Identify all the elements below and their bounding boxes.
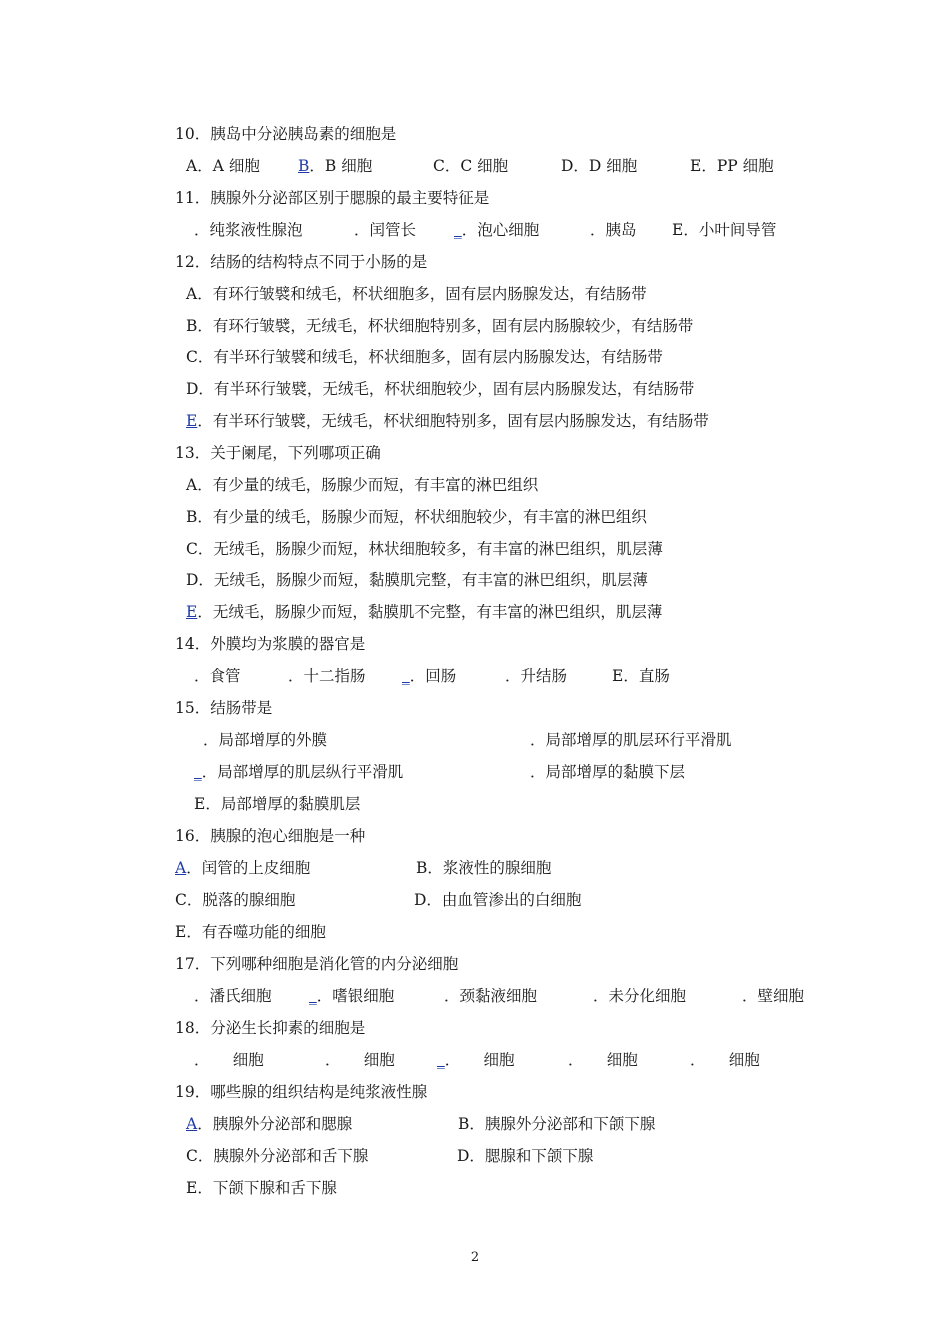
q13-option-e: E．无绒毛，肠腺少而短，黏膜肌不完整，有丰富的淋巴组织，肌层薄 bbox=[186, 603, 663, 621]
q12-option-e: E．有半环行皱襞，无绒毛，杯状细胞特别多，固有层内肠腺发达，有结肠带 bbox=[186, 412, 709, 430]
q16-option-b: B．浆液性的腺细胞 bbox=[416, 859, 552, 877]
q18-option-c: _． 细胞 bbox=[437, 1051, 515, 1069]
q10-option-e: E．PP 细胞 bbox=[690, 157, 774, 175]
q11-option-e: E．小叶间导管 bbox=[672, 221, 777, 239]
q15-option-d: ．局部增厚的黏膜下层 bbox=[530, 763, 686, 781]
question-17-stem: 17．下列哪种细胞是消化管的内分泌细胞 bbox=[175, 955, 459, 973]
q17-option-e: ．壁细胞 bbox=[742, 987, 805, 1005]
q18-option-b: ． 细胞 bbox=[325, 1051, 395, 1069]
q12-option-d: D．有半环行皱襞，无绒毛，杯状细胞较少，固有层内肠腺发达，有结肠带 bbox=[186, 380, 695, 398]
q15-option-e: E．局部增厚的黏膜肌层 bbox=[194, 795, 361, 813]
question-11-stem: 11．胰腺外分泌部区别于腮腺的最主要特征是 bbox=[175, 189, 490, 207]
q16-option-a: A．闰管的上皮细胞 bbox=[175, 859, 311, 877]
q17-option-a: ．潘氏细胞 bbox=[194, 987, 272, 1005]
q12-option-b: B．有环行皱襞，无绒毛，杯状细胞特别多，固有层内肠腺较少，有结肠带 bbox=[186, 317, 694, 335]
q13-option-c: C．无绒毛，肠腺少而短，林状细胞较多，有丰富的淋巴组织，肌层薄 bbox=[186, 540, 663, 558]
q10-option-b: B．B 细胞 bbox=[298, 157, 373, 175]
q13-option-b: B．有少量的绒毛，肠腺少而短，杯状细胞较少，有丰富的淋巴组织 bbox=[186, 508, 647, 526]
q19-option-c: C．胰腺外分泌部和舌下腺 bbox=[186, 1147, 369, 1165]
question-16-stem: 16．胰腺的泡心细胞是一种 bbox=[175, 827, 366, 845]
question-14-stem: 14．外膜均为浆膜的器官是 bbox=[175, 635, 366, 653]
q11-option-d: ．胰岛 bbox=[590, 221, 637, 239]
question-19-stem: 19．哪些腺的组织结构是纯浆液性腺 bbox=[175, 1083, 428, 1101]
question-15-stem: 15．结肠带是 bbox=[175, 699, 273, 717]
answer-mark: _ bbox=[454, 221, 462, 239]
q14-option-c: _．回肠 bbox=[402, 667, 457, 685]
answer-mark: _ bbox=[402, 667, 410, 685]
q17-option-c: ．颈黏液细胞 bbox=[444, 987, 538, 1005]
answer-mark: A bbox=[175, 859, 187, 877]
q18-option-a: ． 细胞 bbox=[194, 1051, 264, 1069]
q17-option-b: _．嗜银细胞 bbox=[309, 987, 395, 1005]
q16-option-c: C．脱落的腺细胞 bbox=[175, 891, 296, 909]
q16-option-e: E．有吞噬功能的细胞 bbox=[175, 923, 326, 941]
q12-option-a: A．有环行皱襞和绒毛，杯状细胞多，固有层内肠腺发达，有结肠带 bbox=[186, 285, 647, 303]
q10-option-d: D．D 细胞 bbox=[561, 157, 638, 175]
q11-option-b: ．闰管长 bbox=[354, 221, 417, 239]
question-13-stem: 13．关于阑尾，下列哪项正确 bbox=[175, 444, 381, 462]
q13-option-d: D．无绒毛，肠腺少而短，黏膜肌完整，有丰富的淋巴组织，肌层薄 bbox=[186, 571, 648, 589]
q14-option-a: ．食管 bbox=[194, 667, 241, 685]
q13-option-a: A．有少量的绒毛，肠腺少而短，有丰富的淋巴组织 bbox=[186, 476, 539, 494]
q10-option-a: A．A 细胞 bbox=[186, 157, 260, 175]
q17-option-d: ．未分化细胞 bbox=[593, 987, 687, 1005]
answer-mark: _ bbox=[309, 987, 317, 1005]
question-10-stem: 10．胰岛中分泌胰岛素的细胞是 bbox=[175, 125, 397, 143]
answer-mark: _ bbox=[194, 763, 202, 781]
q18-option-e: ． 细胞 bbox=[690, 1051, 760, 1069]
q14-option-e: E．直肠 bbox=[612, 667, 670, 685]
q19-option-e: E．下颌下腺和舌下腺 bbox=[186, 1179, 337, 1197]
page-number: 2 bbox=[470, 1250, 480, 1265]
q11-option-a: ．纯浆液性腺泡 bbox=[194, 221, 303, 239]
q11-option-c: _．泡心细胞 bbox=[454, 221, 540, 239]
q14-option-d: ．升结肠 bbox=[505, 667, 568, 685]
answer-mark: E bbox=[186, 603, 198, 621]
q15-option-b: ．局部增厚的肌层环行平滑肌 bbox=[530, 731, 732, 749]
q15-option-a: ．局部增厚的外膜 bbox=[203, 731, 328, 749]
q12-option-c: C．有半环行皱襞和绒毛，杯状细胞多，固有层内肠腺发达，有结肠带 bbox=[186, 348, 663, 366]
answer-mark: B bbox=[298, 157, 310, 175]
question-12-stem: 12．结肠的结构特点不同于小肠的是 bbox=[175, 253, 428, 271]
q19-option-d: D．腮腺和下颌下腺 bbox=[457, 1147, 594, 1165]
question-18-stem: 18．分泌生长抑素的细胞是 bbox=[175, 1019, 366, 1037]
q19-option-b: B．胰腺外分泌部和下颌下腺 bbox=[458, 1115, 656, 1133]
answer-mark: _ bbox=[437, 1051, 445, 1069]
q10-option-c: C．C 细胞 bbox=[433, 157, 509, 175]
q19-option-a: A．胰腺外分泌部和腮腺 bbox=[186, 1115, 353, 1133]
q14-option-b: ．十二指肠 bbox=[288, 667, 366, 685]
q15-option-c: _．局部增厚的肌层纵行平滑肌 bbox=[194, 763, 404, 781]
answer-mark: E bbox=[186, 412, 198, 430]
answer-mark: A bbox=[186, 1115, 198, 1133]
q18-option-d: ． 细胞 bbox=[568, 1051, 638, 1069]
q16-option-d: D．由血管渗出的白细胞 bbox=[414, 891, 582, 909]
